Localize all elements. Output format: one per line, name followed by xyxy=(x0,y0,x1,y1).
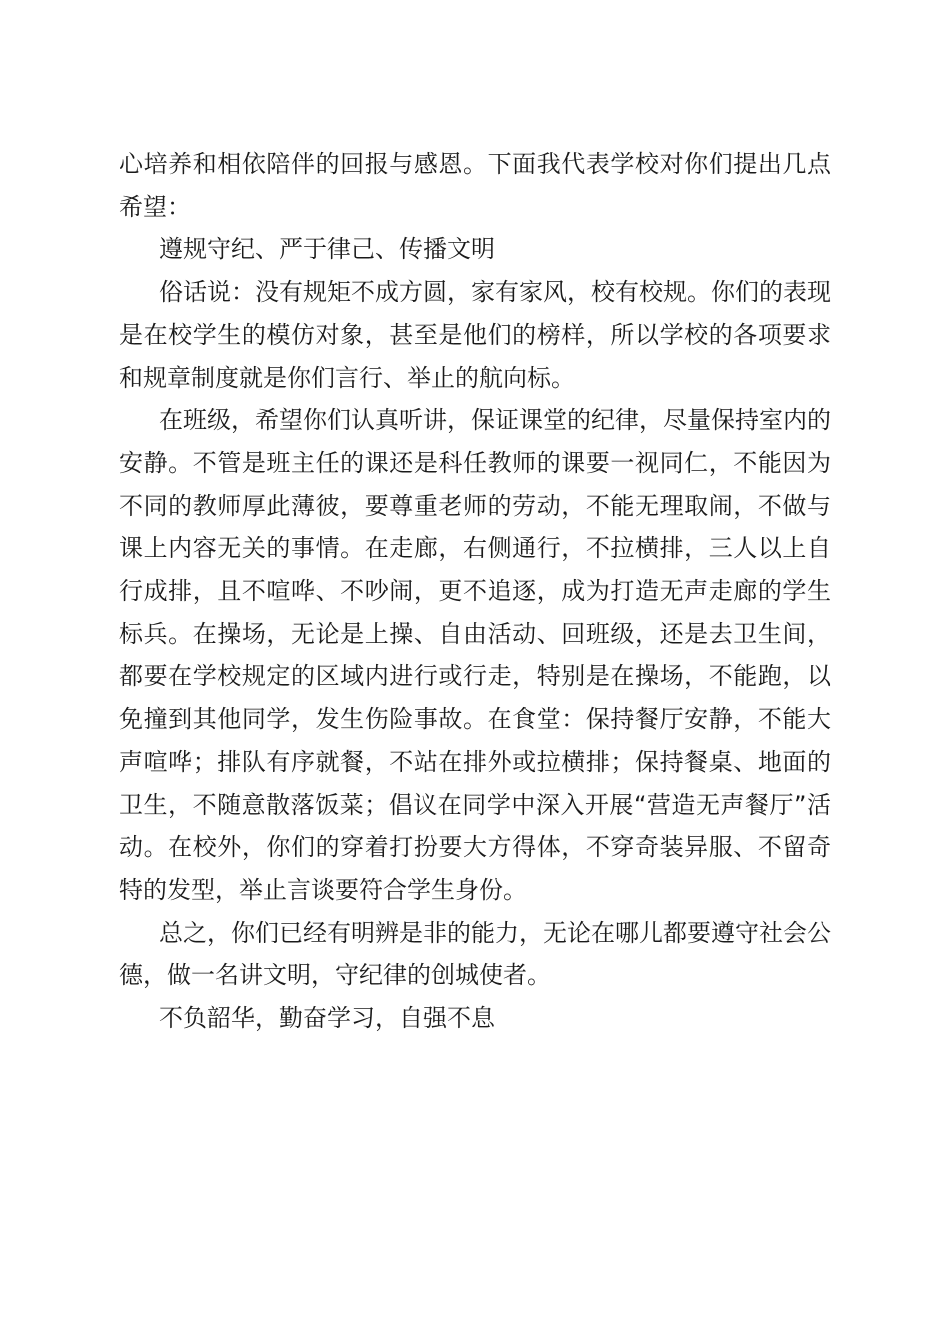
paragraph-rules: 俗话说：没有规矩不成方圆，家有家风，校有校规。你们的表现是在校学生的模仿对象，甚至是他们的榜样，所以学校的各项要求和规章制度就是你们言行、举止的航向标。 xyxy=(119,278,831,392)
paragraph-summary: 总之，你们已经有明辨是非的能力，无论在哪儿都要遵守社会公德，做一名讲文明，守纪律的创城使者。 xyxy=(119,918,831,990)
document-body xyxy=(119,143,831,1040)
section-heading-study: 不负韶华，勤奋学习，自强不息 xyxy=(159,1004,495,1033)
paragraph-conduct-details: 在班级，希望你们认真听讲，保证课堂的纪律，尽量保持室内的安静。不管是班主任的课还是科任教师的课要一视同仁，不能因为不同的教师厚此薄彼，要尊重老师的劳动，不能无理取闹，不做与课上内容无关的事情。在走廊，右侧通行，不拉横排，三人以上自行成排，且不喧哗、不吵闹，更不追逐，成为打造无声走廊的学生标兵。在操场，无论是上操、自由活动、回班级，还是去卫生间，都要在学校规定的区域内进行或行走，特别是在操场，不能跑，以免撞到其他同学，发生伤险事故。在食堂：保持餐厅安静，不能大声喧哗；排队有序就餐，不站在排外或拉横排；保持餐桌、地面的卫生，不随意散落饭菜；倡议在同学中深入开展“营造无声餐厅”活动。在校外，你们的穿着打扮要大方得体，不穿奇装异服、不留奇特的发型，举止言谈要符合学生身份。 xyxy=(119,406,831,904)
paragraph-closing-intro: 心培养和相依陪伴的回报与感恩。下面我代表学校对你们提出几点希望： xyxy=(119,150,831,221)
section-heading-discipline: 遵规守纪、严于律己、传播文明 xyxy=(159,235,495,264)
